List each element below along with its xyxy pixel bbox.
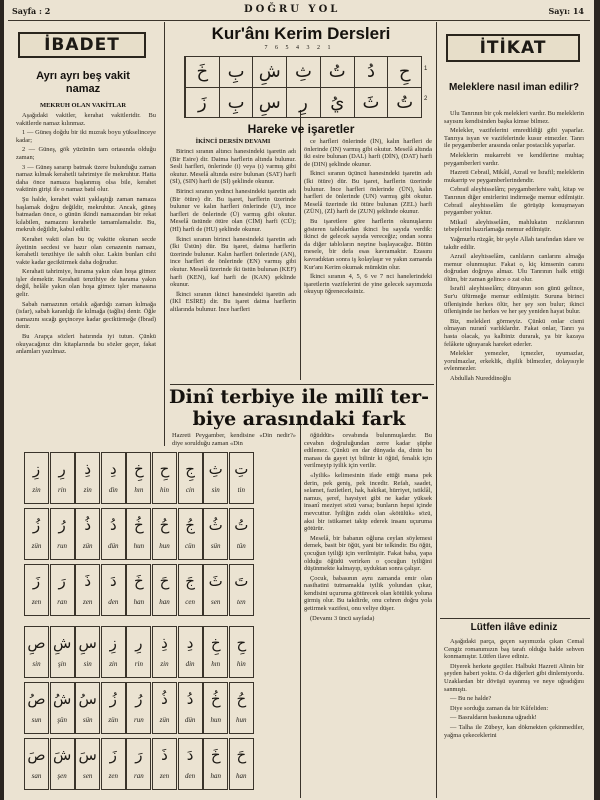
arabic-letter: دُ xyxy=(186,690,194,708)
letter-cell xyxy=(203,738,228,790)
letter-cell xyxy=(178,564,203,616)
newspaper-page xyxy=(4,0,594,800)
letter-reading: run xyxy=(134,716,144,724)
column-rule xyxy=(164,22,165,446)
letter-cell xyxy=(178,682,203,734)
letter-reading: sün xyxy=(210,542,221,550)
letter-cell xyxy=(203,564,228,616)
paragraph: Azrail aleyhisselâm, canlıların canlarını almağa memur olunmuştur. Fakat o, kiç kimsenin canını doğrudan doğruya almaz. Ulu Tanrının halk ettiği ölüm, bir zaman gelince o zat olur. xyxy=(444,253,584,283)
harakat-row-2 xyxy=(185,87,421,118)
headline-line-1: Dinî terbiye ile millî ter- xyxy=(169,386,429,408)
arabic-letter: خُ xyxy=(134,516,144,534)
page-number-left: Sayfa : 2 xyxy=(12,6,51,16)
letter-cell xyxy=(75,738,100,790)
paragraph: 2 — Güneş, gök yüzünün tam ortasında olduğu zaman; xyxy=(16,146,156,161)
paragraph: Melekler, vazifelerini emredildiği gibi yaparlar. Tanrıya isyan ve vazifelerinde kusur etmezler. Tanrı ile peygamberler arasında onlar postacılık yaparlar. xyxy=(444,127,584,150)
letter-cell xyxy=(152,508,177,560)
letter-reading: hun xyxy=(236,716,247,724)
harakat-cell: رِ xyxy=(286,88,320,118)
column-numbers: 7 6 5 4 3 2 1 xyxy=(264,45,334,51)
arabic-letter: دِ xyxy=(186,634,194,652)
letter-reading: tin xyxy=(237,486,245,494)
letter-cell xyxy=(152,682,177,734)
letter-reading: zün xyxy=(159,716,170,724)
arabic-letter: ثَ xyxy=(208,572,223,590)
itikat-banner: İTİKAT xyxy=(446,34,580,62)
column-rule xyxy=(300,110,301,380)
arabic-letter: ذُ xyxy=(161,690,168,708)
page-header xyxy=(4,4,594,20)
arabic-letter: صِ xyxy=(27,634,46,652)
arabic-letter: زُ xyxy=(32,516,41,534)
letter-cell xyxy=(24,738,49,790)
letter-reading: hın xyxy=(134,486,144,494)
arabic-letter: خَ xyxy=(210,746,221,764)
harakat-cell: بِ xyxy=(219,88,253,118)
letter-reading: dün xyxy=(184,716,196,724)
letter-cell xyxy=(152,564,177,616)
arabic-letter: جَ xyxy=(185,572,195,590)
arabic-letter: زُ xyxy=(109,690,117,708)
harakat-cell: ثَ xyxy=(354,88,388,118)
arabic-letter: تُ xyxy=(234,516,249,534)
notice-body xyxy=(444,638,584,798)
letter-cell xyxy=(178,738,203,790)
harakat-cell: ثِ xyxy=(286,57,320,87)
arabic-letter: ذِ xyxy=(84,460,92,478)
arabic-letter: حُ xyxy=(236,690,247,708)
headline-lead: Hazreti Peygamber, kendisine «Din nedir?» diye sorulduğu zaman «Din xyxy=(172,432,296,447)
arabic-letter: حَ xyxy=(236,746,247,764)
paragraph: «İyilik» kelimesinin ifade ettiği mana pek derin, pek geniş, pek incedir. Refah, saadet, selamet, faziletleri, hak, hakikat, hürriyet, istiklâl, namus, şeref, haysiyet gibi ne kadar yüksek insanî meziyet sözü varsa; bunların hepsi içinde mevcuttur. İyiliğin zıddı olan «kötülük» sözü, aksi bir istikamet takip ederek insanı uçuruma götürür. xyxy=(304,471,432,533)
paragraph: Abdullah Nureddinoğlu xyxy=(450,375,511,382)
letter-cell xyxy=(126,682,151,734)
letter-cell xyxy=(203,452,228,504)
paragraph: (Devamı 3 üncü sayfada) xyxy=(310,614,375,622)
harakat-cell: سِ xyxy=(252,88,286,118)
paragraph: ce harfleri önlerinde (İN), kalın harfleri de önlerinde (IN) varmış gibi okutur. Meselâ altında iki esire bulunan (DAL) harfi (DİN), (DAT) harfi de (DIN) şeklinde okunur. xyxy=(304,138,432,168)
letter-cell xyxy=(24,508,49,560)
letter-reading: han xyxy=(159,598,170,606)
letter-reading: ten xyxy=(237,598,246,606)
letter-reading: sin xyxy=(211,486,220,494)
paragraph: Kerahati tahrimiye, hurama yakın olan hoşa gitmez işler demektir. Kerahati tenzihiye de harama yakın değil, helâle yakın olan hoşa gitmez işler manasına gelir. xyxy=(16,268,156,299)
headline-line-2: biye arasındaki fark xyxy=(192,408,406,430)
letter-reading: rin xyxy=(134,660,143,668)
right-article-title: Meleklere nasıl iman edilir? xyxy=(448,82,580,93)
letter-cell xyxy=(24,452,49,504)
letter-reading: hun xyxy=(159,542,170,550)
harakat-table xyxy=(184,56,422,118)
article-continued xyxy=(304,432,432,792)
paragraph: Şu halde, kerahet vakti yaklaştığı zaman namaza başlamak doğru değildir, mekruhtur. Ancak, güneş batmadan önce, o günün ikindi namazından bir rekat kılabilen, namazını kerahetle tamamlamalıdır. Bu, mekruh değildir, kabul edilir. xyxy=(16,195,156,234)
paragraph: İkinci sıranın 4, 5, 6 ve 7 nci hanelerindeki işaretlerin vazifelerini de yine gelecek sayımızda okuyup öğreneceksiniz. xyxy=(304,273,432,296)
harakat-cell: تُ xyxy=(387,88,421,118)
letter-reading: cün xyxy=(185,542,196,550)
arabic-letter: دَ xyxy=(109,572,117,590)
arabic-letter: ثُ xyxy=(208,516,223,534)
letter-reading: cen xyxy=(185,598,195,606)
column-rule xyxy=(300,420,301,798)
harakat-cell: خَ xyxy=(185,57,219,87)
header-rule xyxy=(8,20,590,21)
letter-cell xyxy=(50,682,75,734)
letter-reading: cin xyxy=(185,486,195,494)
arabic-letter: حِ xyxy=(236,634,247,652)
letter-reading: sen xyxy=(211,598,221,606)
arabic-letter: تَ xyxy=(234,572,249,590)
letter-cell xyxy=(75,626,100,678)
notice-title: Lütfen ilâve ediniz xyxy=(470,622,558,633)
arabic-letter: ذُ xyxy=(84,516,92,534)
letter-cell xyxy=(126,508,151,560)
paragraph: Biz, melekleri görmeyiz. Çünkü onlar cismi olmayan nuranî varlıklardır. Fakat onlar, Tanrı ya hasta olacak, ya kalbiniz durarak, ya bir kazaya felâkete uğrayarak hareket ederler. xyxy=(444,317,584,348)
paragraph: 1 — Güneş doğdu bir iki mızrak boyu yükselinceye kadar; xyxy=(16,129,156,144)
paragraph: — Talha ile Zübeyr, kan dökmekten çekinmediler, yağma çekeceklerini xyxy=(444,723,584,739)
arabic-letter: صَ xyxy=(27,746,46,764)
letter-cell xyxy=(75,452,100,504)
issue-number: Sayı: 14 xyxy=(548,6,584,16)
letter-reading: rin xyxy=(58,486,67,494)
letter-reading: hun xyxy=(133,542,145,550)
letter-reading: zen xyxy=(83,598,93,606)
paragraph: Bu Arapça sözleri hatırında iyi tutun. Çünkü okuyacağınız din kitaplarında bu sözler geçer, fakat anlamları yazılmaz. xyxy=(16,333,156,356)
letter-reading: din xyxy=(185,660,195,668)
paragraph: Mikail aleyhisselâm, mahlukatın rızıklarının tebeplerini hazırlamağa memur edilmiştir. xyxy=(444,218,584,234)
arabic-letter: رِ xyxy=(58,460,66,478)
arabic-letter: حُ xyxy=(159,516,170,534)
letter-reading: sun xyxy=(31,716,42,724)
arabic-letter: دِ xyxy=(109,460,117,478)
letter-cell xyxy=(203,626,228,678)
paragraph: Aşağıdaki parça, geçen sayımızda çıkan Cemal Cengiz romanımızın baş tarafı olduğu halde sehven konmamıştır. Lütfen ilave ediniz. xyxy=(444,638,584,661)
letter-reading: sün xyxy=(82,716,93,724)
letter-reading: zin xyxy=(83,486,92,494)
letter-cell xyxy=(75,682,100,734)
letter-cell xyxy=(101,508,126,560)
paragraph: Melekler yemezler, içmezler, uyumazlar, yorulmazlar, erkeklik, dişilik bilmezler, dolayısıyle evlenmezler. xyxy=(444,350,584,373)
letter-reading: ran xyxy=(134,772,144,780)
paragraph: Ulu Tanrının bir çok melekleri vardır. Bu meleklerin sayısını kendisinden başka kimse bilmez. xyxy=(444,110,584,125)
letter-cell xyxy=(126,452,151,504)
letter-cell xyxy=(229,452,254,504)
lesson-text-col1 xyxy=(170,148,296,380)
letter-reading: han xyxy=(210,772,221,780)
section-title: Hareke ve işaretler xyxy=(247,122,355,136)
letter-cell xyxy=(101,738,126,790)
ibadet-banner: İBADET xyxy=(18,32,146,58)
arabic-letter: سِ xyxy=(78,634,97,652)
letter-cell xyxy=(101,564,126,616)
letter-cell xyxy=(203,682,228,734)
letter-reading: zün xyxy=(82,542,93,550)
letter-cell xyxy=(24,682,49,734)
letter-cell xyxy=(101,452,126,504)
paragraph: öğüddür» cevabında bulunmuşlardır. Bu cevabın doğruluğundan zerre kadar şüphe edilemez. Çünkü en dar dünyada da, dinin bu manası da gayet iyi bilinir ki öğüd, fenalık için verilmeyip iyilik için verilir. xyxy=(304,432,432,470)
arabic-letter: صُ xyxy=(27,690,46,708)
letter-cell xyxy=(24,626,49,678)
arabic-letter: جِ xyxy=(185,460,195,478)
section-subtitle: İKİNCİ DERSİN DEVAMI xyxy=(195,138,271,145)
arabic-letter: حَ xyxy=(159,572,170,590)
harakat-cell: شِ xyxy=(252,57,286,87)
arabic-letter: رُ xyxy=(58,516,66,534)
paragraph: 3 — Güneş sararıp batmak üzere bulunduğu zaman namaz kılmak kerahetli tahrimiye ile mekruhtur. Hatta daha önce namaza başlanmış olsa bile, kerahet vaktinin girişi ile o namaz batıl olur. xyxy=(16,163,156,194)
letter-reading: din xyxy=(108,486,118,494)
letter-reading: run xyxy=(57,542,67,550)
paragraph: Meleklerin mukarrebi ve kendilerine muhtaç peygamberleri vardır. xyxy=(444,151,584,167)
letter-cell xyxy=(126,564,151,616)
harakat-row-1 xyxy=(185,57,421,87)
paragraph: Çocuk, babasının aynı zamanda emir olan nasihatini tutmamakla iyilik yolundan çıkar, kendisini uçuruma götürecek olan kötülük yoluna girmiş olur. Bu takdirde, onu cehren doğru yola getirmek vazifesi, onu veliye düşer. xyxy=(304,574,432,613)
letter-cell xyxy=(229,508,254,560)
row-number: 2 xyxy=(424,96,428,102)
letter-reading: zen xyxy=(108,772,118,780)
arabic-letter: سَ xyxy=(78,746,97,764)
harakat-cell: حِ xyxy=(387,57,421,87)
letter-reading: şen xyxy=(57,772,67,780)
letter-reading: den xyxy=(108,598,119,606)
letter-cell xyxy=(50,738,75,790)
lesson-text-col2 xyxy=(304,138,432,380)
letter-cell xyxy=(178,626,203,678)
arabic-letter: رَ xyxy=(58,572,66,590)
arabic-letter: خَ xyxy=(134,572,144,590)
letter-cell xyxy=(75,508,100,560)
letter-cell xyxy=(101,626,126,678)
masthead: DOĞRU YOL xyxy=(244,4,341,15)
letter-reading: zün xyxy=(31,542,42,550)
letter-reading: şin xyxy=(58,660,67,668)
paragraph: Birinci sıranın altıncı hanesindeki işaretin adı (Bir Esire) dir. Daima harflerin altında bulunur. Sesli harfleri, önlerinde (i) veya (ı) varmış gibi okutur. Meselâ altında esire bulunan (SAT) harfi (Sİ), (SIN) harfi de (Sİ) şeklinde okunur. xyxy=(170,148,296,186)
letter-cell xyxy=(126,738,151,790)
letter-reading: hin xyxy=(236,660,246,668)
paragraph: Meselâ, bir babanın oğluna ceylan söylemesi demek, basit bir öğüt, yani bir telkindir. Bu öğüt, çocuğun iyiliği için verilmiştir. Fakat baba, yapa olduğu öğüdü verirken o çocuğun iyiliğini düşünmekte kalmayıp, uyduktan sonra çalışır. xyxy=(304,534,432,573)
letter-reading: zin xyxy=(160,660,169,668)
harakat-cell: دُ xyxy=(354,57,388,87)
letter-cell xyxy=(50,626,75,678)
lessons-title: Kur'ânı Kerim Dersleri xyxy=(211,24,391,43)
arabic-letter: زَ xyxy=(32,572,41,590)
letter-cell xyxy=(126,626,151,678)
paragraph: Hazreti Cebrail, Mikâil, Azrail ve İsrafil; meleklerin mukarrip ve peygamberlerindendir. xyxy=(444,169,584,184)
letter-reading: zin xyxy=(109,660,118,668)
letter-reading: şün xyxy=(57,716,67,724)
harakat-cell: تُ xyxy=(320,57,354,87)
arabic-letter: رَ xyxy=(135,746,143,764)
arabic-letter: شِ xyxy=(52,634,72,652)
paragraph: Birinci sıranın yedinci hanesindeki işaretin adı (Bir ötüre) dir. Bu işaret, harflerin üzerinde bulunur ve kalın harfleri önlerinde (U), ince harfleri de önlerinde (Ü) varmış gibi okutur. Meselâ üstünde ötüre olan (CİM) harfi (CÜ); (Hİ) harfi de (HU) şeklinde okunur. xyxy=(170,187,296,233)
letter-cell xyxy=(229,564,254,616)
arabic-letter: زِ xyxy=(109,634,117,652)
letter-reading: tün xyxy=(236,542,246,550)
row-number: 1 xyxy=(424,66,428,72)
paragraph: Kerahet vakti olan bu üç vakitte okunan secde âyetinin secdesi ve hazır olan cenazenin namazı, kerahetli tenzihiye ile sahih olur. Lakin bunları cihi vakte kadar geciktirmek daha doğrudur. xyxy=(16,235,156,266)
paragraph: — Bu ne halde? xyxy=(450,695,492,703)
headline-rule xyxy=(170,384,434,385)
arabic-letter: سُ xyxy=(78,690,97,708)
article-title: Ayrı ayrı beş vakit namaz xyxy=(36,70,130,95)
letter-reading: han xyxy=(133,598,145,606)
letter-cell xyxy=(24,564,49,616)
arabic-letter: خُ xyxy=(210,690,221,708)
letter-reading: ran xyxy=(57,598,67,606)
letter-reading: dün xyxy=(108,542,119,550)
letter-reading: zen xyxy=(31,598,42,606)
arabic-letter: شَ xyxy=(52,746,72,764)
arabic-letter: زِ xyxy=(32,460,41,478)
letter-cell xyxy=(75,564,100,616)
letter-cell xyxy=(152,626,177,678)
letter-reading: hın xyxy=(211,660,221,668)
letter-reading: sin xyxy=(32,660,41,668)
box-rule xyxy=(440,618,590,619)
letter-reading: den xyxy=(185,772,196,780)
letter-reading: sin xyxy=(83,660,92,668)
paragraph: İkinci sıranın ikinci hanesindeki işaretin adı (İKİ ESİRE) dir. Bu işaret daima harflerin altlarında bulunur. İnce harfleri xyxy=(170,290,296,313)
arabic-letter: رُ xyxy=(135,690,143,708)
arabic-letter: شُ xyxy=(52,690,72,708)
right-article-body xyxy=(444,110,584,610)
arabic-letter: تِ xyxy=(234,460,249,478)
paragraph: İkinci sıranın birinci hanesindeki işaretin adı (İki Üstün) dür. Bu işaret, daima harflerin üzerinde bulunur. Kalın harfleri önlerinde (AN), ince harfleri de önlerinde (EN) varmış gibi okutur. Meselâ üzerinde iki üstün bulunan (KEF) harfi (KEN), kaf harfi de (KAN) şeklinde okunur. xyxy=(170,235,296,289)
arabic-letter: جُ xyxy=(185,516,195,534)
letter-cell xyxy=(152,452,177,504)
letter-cell xyxy=(50,452,75,504)
letter-cell xyxy=(178,508,203,560)
letter-reading: hun xyxy=(210,716,221,724)
arabic-letter: خِ xyxy=(210,634,221,652)
arabic-letter: خِ xyxy=(134,460,144,478)
paragraph: Sabah namazının ortalık ağardığı zaman kılmağa (isfar), sabah karanlığı ile kılmağa (tağlis) denir. Öğle namazını sıcağı geçinceye kadar geciktirmeğe (İbrad) denir. xyxy=(16,300,156,331)
arabic-letter: ثِ xyxy=(208,460,223,478)
letter-cell xyxy=(152,738,177,790)
letter-reading: zen xyxy=(159,772,170,780)
paragraph: Aşağıdaki vakitler, kerahat vakitleridir. Bu vakitlerde namaz kılınmaz. xyxy=(16,112,156,127)
paragraph: Diye sorduğu zaman da bir Kûfeliden: xyxy=(450,704,549,712)
harakat-cell: يُ xyxy=(320,88,354,118)
letter-reading: san xyxy=(31,772,42,780)
letter-reading-table xyxy=(24,452,256,792)
harakat-cell: بِ xyxy=(219,57,253,87)
letter-reading: zün xyxy=(108,716,119,724)
column-rule xyxy=(436,22,437,798)
article-subtitle: MEKRUH OLAN VAKİTLAR xyxy=(39,102,127,109)
letter-reading: zin xyxy=(32,486,41,494)
paragraph: Diyerek herkete geçtiler. Halbuki Hazreti Alinin bir şeyden haberi yoktu. O da diğerleri gibi dinlemiyordu. Uzaklardan bir dövüşü uyanmış ve neye uğradığını sanmıştı. xyxy=(444,662,584,693)
letter-cell xyxy=(229,738,254,790)
article-body xyxy=(16,112,156,442)
letter-cell xyxy=(203,508,228,560)
letter-cell xyxy=(229,682,254,734)
paragraph: — Basraldarın baskınına uğradık! xyxy=(450,714,537,722)
letter-reading: sen xyxy=(83,772,93,780)
arabic-letter: دَ xyxy=(186,746,194,764)
paragraph: Bu işaretlere göre harflerin okunuşlarını gösteren tablolardan ikinci bu sayıda verdik: ikinci de gelecek sayıda vereceğiz; ondan sonra da diğer tabloların neşrine başlayacağız. Bütün mesele, bir defa esas kavramaktır. Ezasını kavradıktan sonra iş kolaylaşır ve yakın zamanda Kur'anı Kerim okumak mümkün olur. xyxy=(304,217,432,271)
arabic-letter: حِ xyxy=(159,460,170,478)
arabic-letter: دُ xyxy=(109,516,117,534)
letter-cell xyxy=(50,564,75,616)
letter-reading: hin xyxy=(160,486,169,494)
arabic-letter: ذِ xyxy=(161,634,168,652)
arabic-letter: ذَ xyxy=(84,572,92,590)
letter-cell xyxy=(101,682,126,734)
paragraph: İkinci sıranın üçüncü hanesindeki işaretin adı (İki ötüre) dür. Bu işaret, harflerin üzerinde bulunur. İnce harfleri önlerinde (ÜN), kalın harfleri de önlerinde (UN) varmış gibi okutur. Meselâ üzerinde iki ötüre bulunan (ZEL) harfi (ZÜN), (Zİ) harfi de (ZUN) şeklinde okunur. xyxy=(304,170,432,216)
letter-reading: han xyxy=(236,772,247,780)
letter-cell xyxy=(229,626,254,678)
paragraph: Cebrail aleyhisselâm; peygamberlere vahi, kitap ve Tanrının diğer emirlerini indirmeğe memur edilmiştir. Cebrail aleyhisselâm ile görüşüp konuşmayan peygamber yoktur. xyxy=(444,186,584,217)
paragraph: İsrafil aleyhisselâm; dünyanın son günü gelince, Sur'u üfürmeğe memur edilmiştir. Suruna birinci üflenişinde herkes ölür, her şey son bulur; ikinci üflenişinde ise herkes ve her şey yeniden hayat bulur. xyxy=(444,285,584,316)
arabic-letter: ذَ xyxy=(161,746,168,764)
arabic-letter: رِ xyxy=(135,634,143,652)
paragraph: Yağmurlu rüzgâr, bir şeyle Allah tarafından idare ve takdir edilir. xyxy=(444,235,584,251)
letter-cell xyxy=(178,452,203,504)
arabic-letter: زَ xyxy=(109,746,117,764)
letter-cell xyxy=(50,508,75,560)
harakat-cell: زَ xyxy=(185,88,219,118)
